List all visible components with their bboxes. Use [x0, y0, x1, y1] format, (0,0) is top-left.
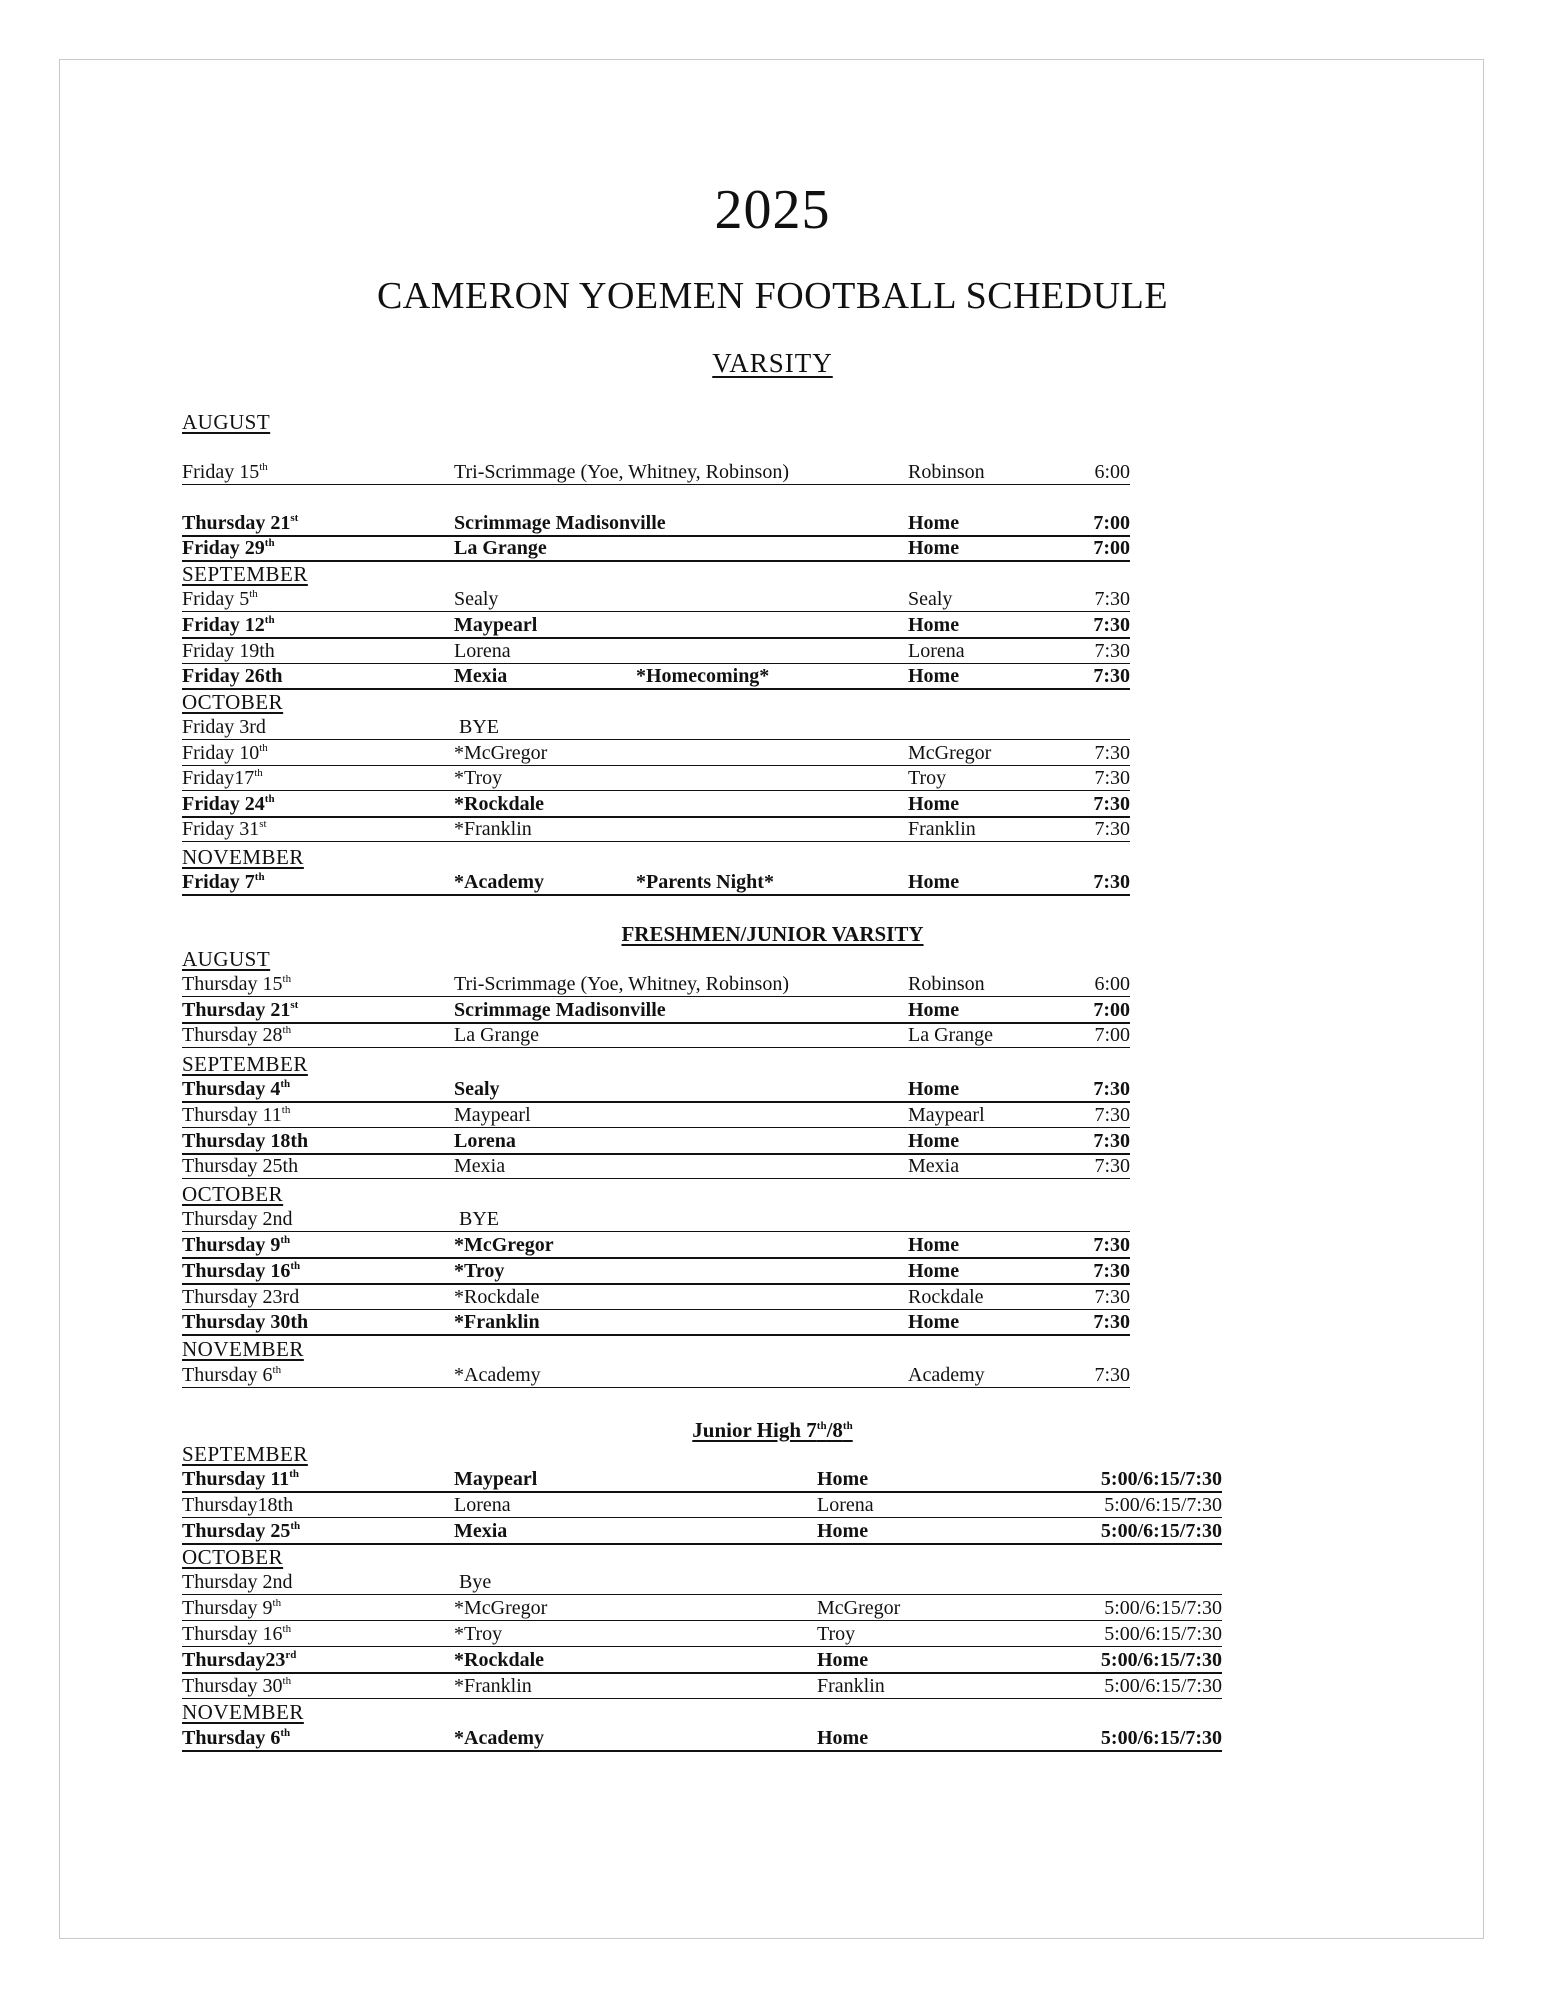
jh-game-row	[182, 1674, 1222, 1699]
game-date: Friday 12th	[182, 614, 275, 636]
game-opponent: *Academy	[454, 871, 544, 893]
jh-game-row	[182, 1570, 1222, 1595]
game-date: Thursday18th	[182, 1494, 294, 1516]
game-note: *Homecoming*	[636, 665, 770, 687]
game-opponent: La Grange	[454, 537, 547, 559]
game-time: 7:30	[1094, 1155, 1130, 1177]
game-opponent: Maypearl	[454, 1104, 531, 1126]
jh-game-row	[182, 1622, 1222, 1647]
jv-month-august: AUGUST	[182, 947, 271, 971]
game-date: Thursday 21st	[182, 999, 299, 1021]
game-time: 7:00	[1093, 999, 1130, 1021]
jv-game-row	[182, 1129, 1130, 1155]
game-time: 7:30	[1094, 1104, 1130, 1126]
varsity-month-november: NOVEMBER	[182, 845, 304, 869]
jv-game-row	[182, 1103, 1130, 1128]
jv-game-row	[182, 1285, 1130, 1310]
game-time: 7:30	[1094, 1286, 1130, 1308]
game-time: 7:30	[1093, 1234, 1130, 1256]
game-date: Thursday 9th	[182, 1234, 291, 1256]
jv-month-november: NOVEMBER	[182, 1337, 304, 1361]
game-location: Home	[908, 999, 960, 1021]
game-opponent: *McGregor	[454, 742, 548, 764]
varsity-game-row	[182, 639, 1130, 664]
jh-game-row	[182, 1648, 1222, 1674]
game-time: 5:00/6:15/7:30	[1104, 1494, 1222, 1516]
game-opponent: Tri-Scrimmage (Yoe, Whitney, Robinson)	[454, 461, 789, 483]
game-opponent: *Rockdale	[454, 793, 544, 815]
game-time: 5:00/6:15/7:30	[1100, 1649, 1222, 1671]
game-opponent: Scrimmage Madisonville	[454, 512, 666, 534]
game-opponent: Sealy	[454, 588, 499, 610]
game-date: Thursday 15th	[182, 973, 292, 995]
game-location: Home	[908, 871, 960, 893]
game-time: 6:00	[1094, 461, 1130, 483]
game-opponent: Lorena	[454, 1130, 516, 1152]
game-time: 7:00	[1094, 1024, 1130, 1046]
varsity-game-row	[182, 460, 1130, 485]
game-date: Friday17th	[182, 767, 263, 789]
game-date: Friday 15th	[182, 461, 268, 483]
jv-game-row	[182, 1233, 1130, 1259]
varsity-month-september: SEPTEMBER	[182, 562, 308, 586]
game-date: Thursday 30th	[182, 1675, 292, 1697]
game-location: Robinson	[908, 973, 985, 995]
varsity-game-row	[182, 715, 1130, 740]
game-location: Home	[908, 512, 960, 534]
game-date: Friday 5th	[182, 588, 258, 610]
jv-game-row	[182, 1077, 1130, 1103]
jv-game-row	[182, 1207, 1130, 1232]
game-location: Home	[908, 1311, 960, 1333]
jh-month-november: NOVEMBER	[182, 1700, 304, 1724]
jv-month-september: SEPTEMBER	[182, 1052, 308, 1076]
game-date: Friday 3rd	[182, 716, 266, 738]
game-time: 7:30	[1094, 742, 1130, 764]
jv-game-row	[182, 1310, 1130, 1336]
game-opponent: Maypearl	[454, 614, 538, 636]
game-opponent: Lorena	[454, 1494, 511, 1516]
game-location: Sealy	[908, 588, 953, 610]
game-opponent: *Troy	[454, 1260, 505, 1282]
game-opponent: Mexia	[454, 1155, 506, 1177]
game-opponent: Lorena	[454, 640, 511, 662]
jv-game-row	[182, 1259, 1130, 1285]
game-date: Thursday 16th	[182, 1623, 292, 1645]
game-date: Friday 19th	[182, 640, 275, 662]
jv-game-row	[182, 1023, 1130, 1048]
game-location: Home	[908, 793, 960, 815]
game-time: 7:30	[1093, 793, 1130, 815]
game-location: Home	[908, 1234, 960, 1256]
jh-month-september: SEPTEMBER	[182, 1442, 308, 1466]
jh-game-row	[182, 1596, 1222, 1621]
game-date: Thursday 6th	[182, 1727, 291, 1749]
game-location: Lorena	[817, 1494, 874, 1516]
game-location: Maypearl	[908, 1104, 985, 1126]
game-opponent: Tri-Scrimmage (Yoe, Whitney, Robinson)	[454, 973, 789, 995]
game-date: Thursday23rd	[182, 1649, 297, 1671]
jv-game-row	[182, 1363, 1130, 1388]
game-date: Thursday 23rd	[182, 1286, 300, 1308]
varsity-game-row	[182, 536, 1130, 562]
game-opponent: *McGregor	[454, 1234, 554, 1256]
game-date: Thursday 4th	[182, 1078, 291, 1100]
varsity-game-row	[182, 613, 1130, 639]
game-date: Thursday 11th	[182, 1104, 291, 1126]
game-date: Thursday 9th	[182, 1597, 282, 1619]
game-location: McGregor	[908, 742, 992, 764]
game-date: Friday 10th	[182, 742, 268, 764]
game-opponent: *McGregor	[454, 1597, 548, 1619]
game-time: 7:30	[1094, 767, 1130, 789]
game-opponent: Mexia	[454, 665, 508, 687]
game-opponent: Bye	[459, 1571, 492, 1593]
game-location: Home	[817, 1649, 869, 1671]
game-time: 7:30	[1093, 871, 1130, 893]
game-date: Thursday 25th	[182, 1520, 301, 1542]
game-time: 7:30	[1094, 1364, 1130, 1386]
game-date: Friday 29th	[182, 537, 275, 559]
game-date: Friday 24th	[182, 793, 275, 815]
game-note: *Parents Night*	[636, 871, 774, 893]
game-time: 7:30	[1093, 665, 1130, 687]
game-opponent: *Rockdale	[454, 1286, 540, 1308]
varsity-game-row	[182, 511, 1130, 537]
game-location: Lorena	[908, 640, 965, 662]
game-location: Rockdale	[908, 1286, 984, 1308]
varsity-heading: VARSITY	[712, 348, 833, 378]
game-time: 7:00	[1093, 537, 1130, 559]
jv-game-row	[182, 972, 1130, 997]
game-time: 6:00	[1094, 973, 1130, 995]
jh-game-row	[182, 1519, 1222, 1545]
game-opponent: *Franklin	[454, 818, 532, 840]
game-opponent: La Grange	[454, 1024, 539, 1046]
game-location: McGregor	[817, 1597, 901, 1619]
game-opponent: *Troy	[454, 1623, 503, 1645]
game-date: Thursday 11th	[182, 1468, 300, 1490]
game-time: 7:30	[1093, 1260, 1130, 1282]
game-opponent: BYE	[459, 716, 499, 738]
game-location: Mexia	[908, 1155, 960, 1177]
varsity-game-row	[182, 792, 1130, 818]
game-opponent: *Academy	[454, 1727, 544, 1749]
jh-game-row	[182, 1726, 1222, 1752]
game-location: Home	[817, 1520, 869, 1542]
game-time: 5:00/6:15/7:30	[1104, 1675, 1222, 1697]
game-date: Friday 31st	[182, 818, 267, 840]
game-time: 7:30	[1094, 818, 1130, 840]
jv-heading: FRESHMEN/JUNIOR VARSITY	[621, 922, 924, 946]
game-opponent: Scrimmage Madisonville	[454, 999, 666, 1021]
game-opponent: *Franklin	[454, 1311, 540, 1333]
game-location: Home	[817, 1468, 869, 1490]
game-time: 7:30	[1093, 614, 1130, 636]
game-location: Troy	[908, 767, 947, 789]
game-opponent: *Franklin	[454, 1675, 532, 1697]
varsity-game-row	[182, 587, 1130, 612]
game-opponent: Sealy	[454, 1078, 500, 1100]
varsity-game-row	[182, 817, 1130, 842]
junior-high-heading: Junior High 7th/8th	[692, 1418, 853, 1442]
game-location: Home	[908, 665, 960, 687]
game-date: Thursday 30th	[182, 1311, 309, 1333]
game-time: 7:30	[1094, 588, 1130, 610]
varsity-game-row	[182, 870, 1130, 896]
game-date: Thursday 6th	[182, 1364, 282, 1386]
game-time: 5:00/6:15/7:30	[1100, 1520, 1222, 1542]
jh-month-october: OCTOBER	[182, 1545, 284, 1569]
game-location: Home	[908, 1260, 960, 1282]
jv-month-october: OCTOBER	[182, 1182, 284, 1206]
game-location: Robinson	[908, 461, 985, 483]
varsity-game-row	[182, 766, 1130, 791]
game-time: 7:30	[1093, 1078, 1130, 1100]
game-time: 7:30	[1093, 1311, 1130, 1333]
game-location: Home	[908, 537, 960, 559]
game-time: 5:00/6:15/7:30	[1100, 1727, 1222, 1749]
jh-game-row	[182, 1467, 1222, 1493]
game-time: 5:00/6:15/7:30	[1104, 1623, 1222, 1645]
game-opponent: *Academy	[454, 1364, 541, 1386]
game-opponent: Maypearl	[454, 1468, 538, 1490]
game-date: Thursday 16th	[182, 1260, 301, 1282]
game-time: 5:00/6:15/7:30	[1100, 1468, 1222, 1490]
game-date: Thursday 18th	[182, 1130, 309, 1152]
game-location: Home	[908, 614, 960, 636]
game-location: Home	[908, 1078, 960, 1100]
game-location: La Grange	[908, 1024, 993, 1046]
game-location: Franklin	[908, 818, 976, 840]
game-opponent: Mexia	[454, 1520, 508, 1542]
varsity-game-row	[182, 664, 1130, 690]
varsity-month-august: AUGUST	[182, 410, 271, 434]
game-date: Thursday 28th	[182, 1024, 292, 1046]
game-location: Franklin	[817, 1675, 885, 1697]
game-date: Friday 7th	[182, 871, 265, 893]
varsity-month-october: OCTOBER	[182, 690, 284, 714]
game-time: 7:30	[1093, 1130, 1130, 1152]
varsity-game-row	[182, 741, 1130, 766]
game-location: Troy	[817, 1623, 856, 1645]
schedule-year: 2025	[714, 179, 831, 241]
game-location: Home	[817, 1727, 869, 1749]
game-date: Friday 26th	[182, 665, 283, 687]
game-date: Thursday 21st	[182, 512, 299, 534]
jv-game-row	[182, 1154, 1130, 1179]
game-time: 7:00	[1093, 512, 1130, 534]
game-opponent: *Troy	[454, 767, 503, 789]
game-time: 5:00/6:15/7:30	[1104, 1597, 1222, 1619]
jh-game-row	[182, 1493, 1222, 1518]
game-date: Thursday 2nd	[182, 1571, 293, 1593]
game-date: Thursday 25th	[182, 1155, 299, 1177]
game-opponent: BYE	[459, 1208, 499, 1230]
schedule-title: CAMERON YOEMEN FOOTBALL SCHEDULE	[376, 275, 1169, 317]
game-time: 7:30	[1094, 640, 1130, 662]
game-location: Academy	[908, 1364, 985, 1386]
game-location: Home	[908, 1130, 960, 1152]
jv-game-row	[182, 998, 1130, 1024]
game-date: Thursday 2nd	[182, 1208, 293, 1230]
game-opponent: *Rockdale	[454, 1649, 544, 1671]
